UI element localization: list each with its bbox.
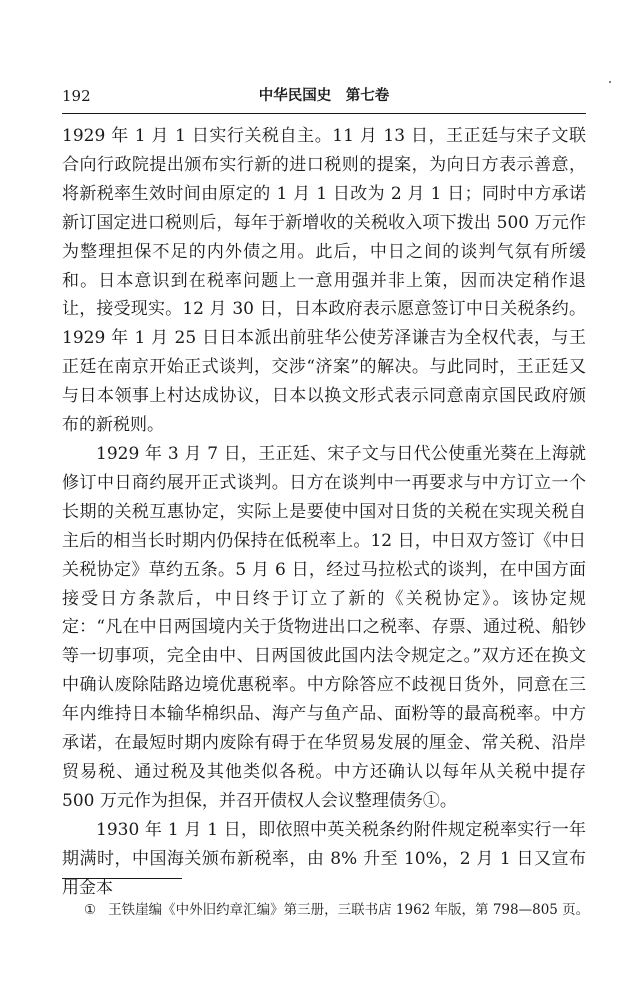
body-text <box>62 122 586 902</box>
footnote-text: 王铁崖编《中外旧约章汇编》第三册，三联书店 1962 年版，第 798—805 页。 <box>108 902 590 918</box>
page-number: 192 <box>62 87 91 105</box>
header-rule <box>62 113 586 114</box>
scan-speck <box>609 81 611 83</box>
paragraph: 1929 年 3 月 7 日，王正廷、宋子文与日代公使重光葵在上海就修订中日商约展开正式谈判。日方在谈判中一再要求与中方订立一个长期的关税互惠协定，实际上是要使中国对日货的关税在实现关税自主后的相当长时期内仍保持在低税率上。12 日，中日双方签订《中日关税协定》草约五条。5 月 6 日，经过马拉松式的谈判，在中国方面接受日方条款后，中日终于订立了新的《关税协定》。该协定规定：“凡在中日两国境内关于货物进出口之税率、存票、通过税、船钞等一切事项，完全由中、日两国彼此国内法令规定之。”双方还在换文中确认废除陆路边境优惠税率。中方除答应不歧视日货外，同意在三年内维持日本输华棉织品、海产与鱼产品、面粉等的最高税率。中方承诺，在最短时期内废除有碍于在华贸易发展的厘金、常关税、沿岸贸易税、通过税及其他类似各税。中方还确认以每年从关税中提存 500 万元作为担保，并召开债权人会议整理债务①。 <box>62 443 586 811</box>
footnote <box>84 900 590 920</box>
paragraph: 1930 年 1 月 1 日，即依照中英关税条约附件规定税率实行一年期满时，中国海关颁布新税率，由 8% 升至 10%，2 月 1 日又宣布用金本 <box>62 819 586 898</box>
footnote-rule <box>62 878 182 879</box>
paragraph-continued: 1929 年 1 月 1 日实行关税自主。11 月 13 日，王正廷与宋子文联合向行政院提出颁布实行新的进口税则的提案，为向日方表示善意，将新税率生效时间由原定的 1 月 1 日改为 2 月 1 日；同时中方承诺新订国定进口税则后，每年于新增收的关税收入项下拨出 500 万元作为整理担保不足的内外债之用。此后，中日之间的谈判气氛有所缓和。日本意识到在税率问题上一意用强并非上策，因而决定稍作退让，接受现实。12 月 30 日，日本政府表示愿意签订中日关税条约。1929 年 1 月 25 日日本派出前驻华公使芳泽谦吉为全权代表，与王正廷在南京开始正式谈判，交涉“济案”的解决。与此同时，王正廷又与日本领事上村达成协议，日本以换文形式表示同意南京国民政府颁布的新税则。 <box>62 126 586 436</box>
footnote-mark: ① <box>84 902 97 918</box>
page-header <box>62 84 586 108</box>
running-title: 中华民国史 第七卷 <box>258 87 390 104</box>
